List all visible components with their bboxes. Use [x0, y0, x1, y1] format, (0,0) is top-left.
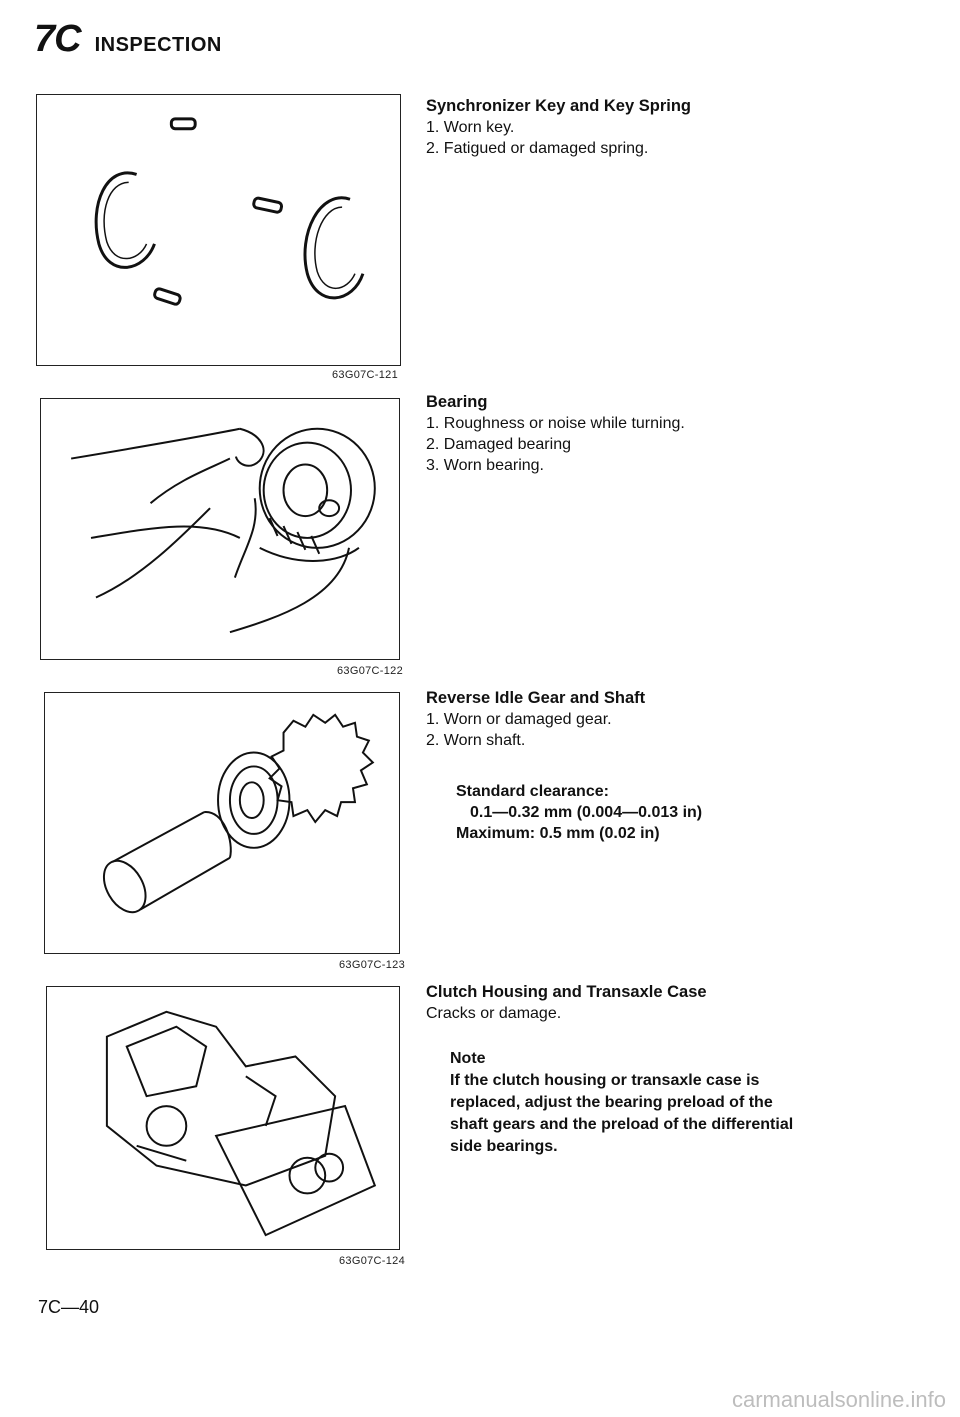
list-item: 1. Worn key.	[426, 119, 515, 136]
bearing-in-hand-illustration-icon	[41, 399, 399, 659]
section-number: 7C	[34, 18, 81, 60]
reverse-idle-gear-shaft-illustration-icon	[45, 693, 399, 953]
figure-synchronizer	[36, 94, 401, 381]
note-line: side bearings.	[450, 1138, 558, 1155]
note-line: replaced, adjust the bearing preload of the	[450, 1094, 773, 1111]
list-item: 3. Worn bearing.	[426, 457, 544, 474]
note-label: Note	[450, 1050, 486, 1067]
figure-code: 63G07C-122	[337, 665, 403, 677]
section-heading: Synchronizer Key and Key Spring	[426, 97, 691, 115]
section-title: INSPECTION	[94, 34, 222, 56]
section-heading: Clutch Housing and Transaxle Case	[426, 983, 707, 1001]
note-line: shaft gears and the preload of the differential	[450, 1116, 794, 1133]
list-item: 2. Damaged bearing	[426, 436, 571, 453]
section-synchronizer	[426, 96, 866, 159]
section-bearing	[426, 392, 866, 476]
body-text: Cracks or damage.	[426, 1005, 562, 1022]
section-reverse-idle-gear	[426, 688, 866, 844]
watermark: carmanualsonline.info	[731, 1387, 946, 1412]
list-item: 1. Roughness or noise while turning.	[426, 415, 685, 432]
section-heading: Reverse Idle Gear and Shaft	[426, 689, 646, 707]
figure-clutch-housing	[46, 986, 405, 1267]
list-item: 2. Worn shaft.	[426, 732, 526, 749]
page-header	[34, 18, 222, 61]
list-item: 1. Worn or damaged gear.	[426, 711, 612, 728]
spec-block	[456, 781, 866, 844]
clutch-housing-transaxle-case-illustration-icon	[47, 987, 399, 1249]
list-item: 2. Fatigued or damaged spring.	[426, 140, 649, 157]
section-heading: Bearing	[426, 393, 488, 411]
figure-code: 63G07C-123	[339, 959, 405, 971]
figure-code: 63G07C-121	[332, 369, 398, 381]
figure-bearing	[40, 398, 403, 677]
section-clutch-housing	[426, 982, 866, 1158]
figure-reverse-idle-gear	[44, 692, 405, 971]
note-line: If the clutch housing or transaxle case is	[450, 1072, 760, 1089]
figure-code: 63G07C-124	[339, 1255, 405, 1267]
note-block	[450, 1048, 866, 1158]
spec-value: 0.1—0.32 mm (0.004—0.013 in)	[470, 804, 703, 821]
spec-label: Standard clearance:	[456, 783, 609, 800]
page-number: 7C—40	[38, 1297, 100, 1317]
spec-maximum: Maximum: 0.5 mm (0.02 in)	[456, 825, 660, 842]
synchronizer-key-spring-illustration-icon	[37, 95, 400, 365]
